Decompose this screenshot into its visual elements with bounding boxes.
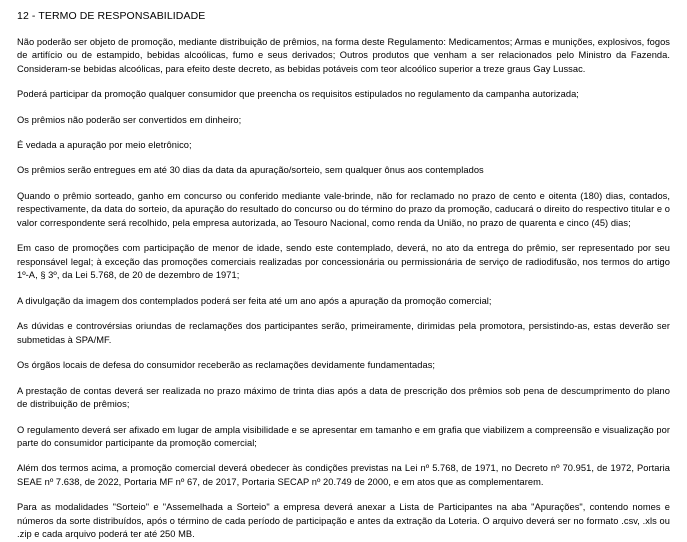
paragraph-14: Para as modalidades "Sorteio" e "Assemelhada a Sorteio" a empresa deverá anexar a Lista de Participantes na aba "Apurações", contendo nomes e números da sorte distribuídos, após o término de cada período de participação e antes da extração da Loteria. O arquivo deverá ser no formato .csv, .xls ou .zip e cada arquivo poderá ter até 250 MB. bbox=[17, 502, 670, 540]
paragraph-12: O regulamento deverá ser afixado em lugar de ampla visibilidade e se apresentar em tamanho e em grafia que viabilizem a compreensão e visualização por parte do consumidor participante da promoção comercial; bbox=[17, 424, 670, 449]
paragraph-8: A divulgação da imagem dos contemplados poderá ser feita até um ano após a apuração da promoção comercial; bbox=[17, 295, 492, 306]
paragraph-3: Os prêmios não poderão ser convertidos em dinheiro; bbox=[17, 114, 242, 125]
paragraph-4: É vedada a apuração por meio eletrônico; bbox=[17, 139, 192, 150]
paragraph-11: A prestação de contas deverá ser realizada no prazo máximo de trinta dias após a data de prescrição dos prêmios sob pena de descumprimento do plano de distribuição de prêmios; bbox=[17, 385, 670, 410]
paragraph-6: Quando o prêmio sorteado, ganho em concurso ou conferido mediante vale-brinde, não for reclamado no prazo de cento e oitenta (180) dias, contados, respectivamente, da data do sorteio, da apuração do resultado do concurso ou do término do prazo da promoção, caducará o direito do respectivo titular e o valor correspondente será recolhido, pela empresa autorizada, ao Tesouro Nacional, como renda da União, no prazo de quarenta e cinco (45) dias; bbox=[17, 190, 670, 228]
paragraph-7: Em caso de promoções com participação de menor de idade, sendo este contemplado, deverá, no ato da entrega do prêmio, ser representado por seu responsável legal; à exceção das promoções comerciais realizadas por concessionária ou permissionária de serviço de radiodifusão, nos termos do artigo 1º-A, § 3º, da Lei 5.768, de 20 de dezembro de 1971; bbox=[17, 243, 670, 281]
paragraph-2: Poderá participar da promoção qualquer consumidor que preencha os requisitos estipulados no regulamento da campanha autorizada; bbox=[17, 89, 579, 100]
paragraph-10: Os órgãos locais de defesa do consumidor receberão as reclamações devidamente fundamentadas; bbox=[17, 360, 436, 371]
paragraph-13: Além dos termos acima, a promoção comercial deverá obedecer às condições previstas na Lei nº 5.768, de 1971, no Decreto nº 70.951, de 1972, Portaria SEAE nº 7.638, de 2022, Portaria MF nº 67, de 2017, Portaria SECAP nº 20.749 de 2000, e em atos que as complementarem. bbox=[17, 463, 670, 487]
paragraph-5: Os prêmios serão entregues em até 30 dias da data da apuração/sorteio, sem qualquer ônus aos contemplados bbox=[17, 165, 484, 176]
page-title: 12 - TERMO DE RESPONSABILIDADE bbox=[17, 10, 206, 22]
paragraph-1: Não poderão ser objeto de promoção, mediante distribuição de prêmios, na forma deste Regulamento: Medicamentos; Armas e munições, explosivos, fogos de artifício ou de estampido, bebidas alcoólicas, fumo e seus derivados; Outros produtos que venham a ser relacionados pelo Ministro da Fazenda. Consideram-se bebidas alcoólicas, para efeito deste decreto, as bebidas potáveis com teor alcoólico superior a treze graus Gay Lussac. bbox=[17, 36, 670, 74]
paragraph-9: As dúvidas e controvérsias oriundas de reclamações dos participantes serão, primeiramente, dirimidas pela promotora, persistindo-as, estas deverão ser submetidas à SPA/MF. bbox=[17, 321, 670, 345]
